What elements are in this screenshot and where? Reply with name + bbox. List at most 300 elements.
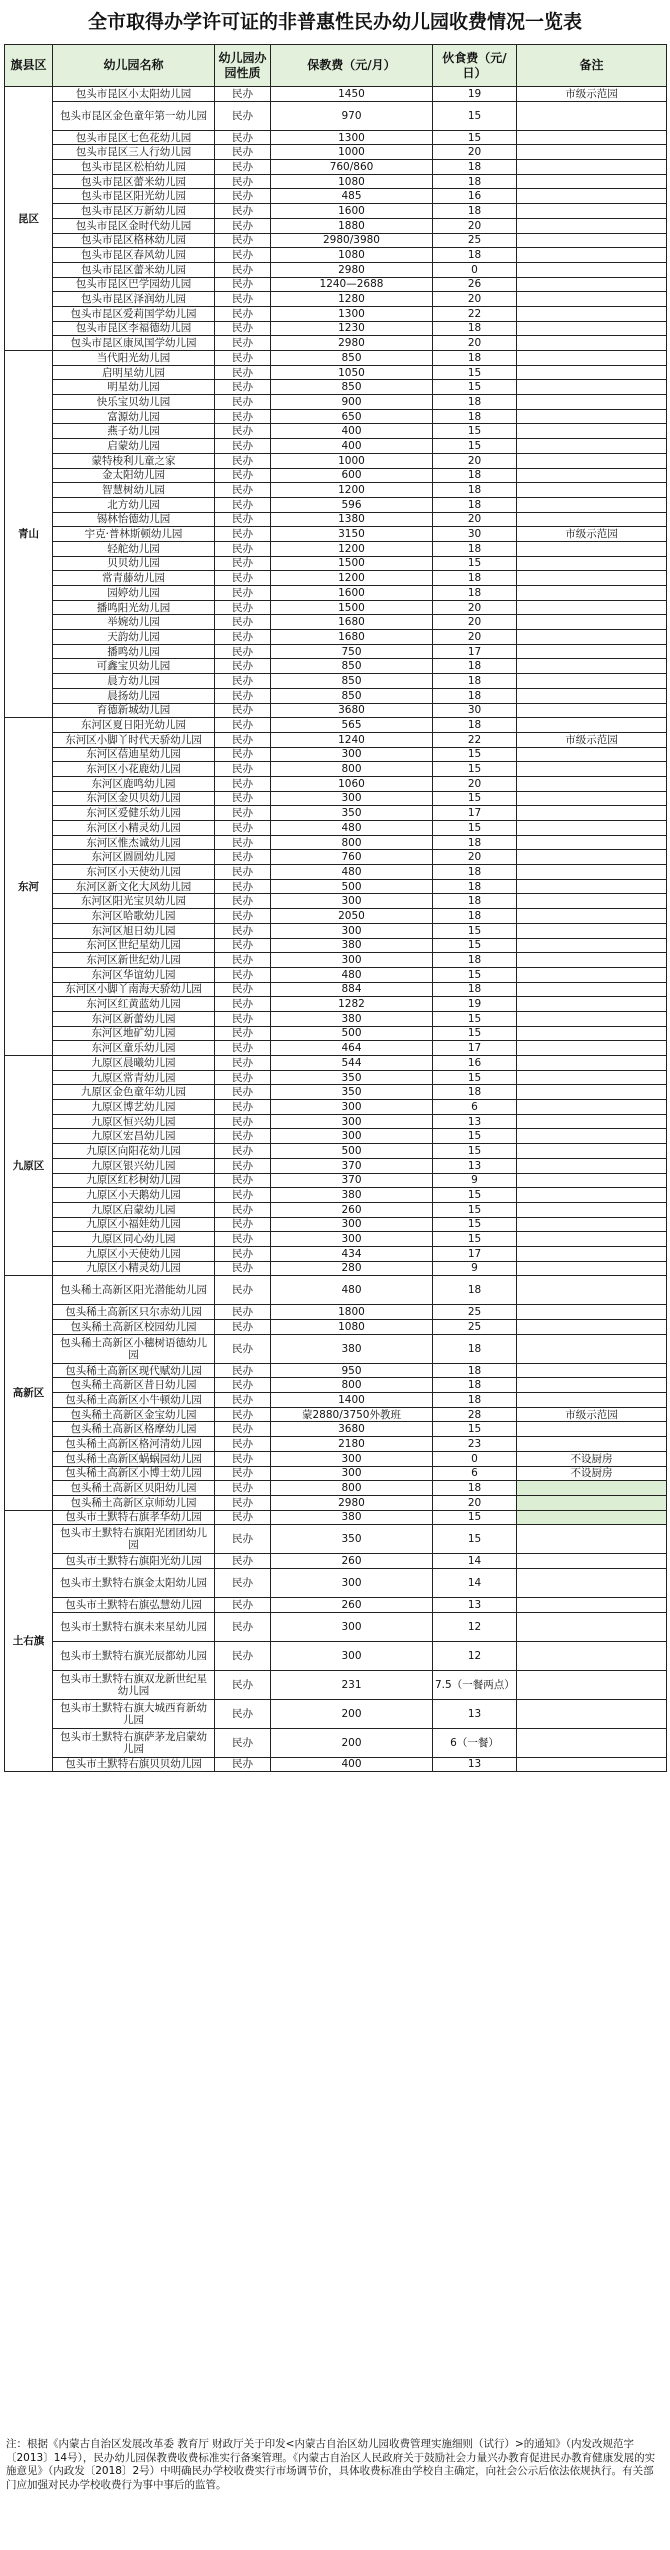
name-cell: 包头市昆区万新幼儿园: [53, 204, 215, 219]
note-cell: [517, 218, 667, 233]
type-cell: 民办: [215, 1525, 271, 1554]
tuition-cell: 1080: [271, 174, 433, 189]
tuition-cell: 480: [271, 967, 433, 982]
note-cell: [517, 1597, 667, 1612]
tuition-cell: 900: [271, 395, 433, 410]
tuition-cell: 1280: [271, 292, 433, 307]
type-cell: 民办: [215, 1276, 271, 1305]
meal-cell: 18: [433, 468, 517, 483]
tuition-cell: 850: [271, 688, 433, 703]
tuition-cell: 1300: [271, 130, 433, 145]
meal-cell: 20: [433, 336, 517, 351]
type-cell: 民办: [215, 1568, 271, 1597]
tuition-cell: 1060: [271, 776, 433, 791]
tuition-cell: 300: [271, 894, 433, 909]
meal-cell: 18: [433, 160, 517, 175]
table-row: [5, 145, 667, 160]
table-row: [5, 1597, 667, 1612]
type-cell: 民办: [215, 483, 271, 498]
type-cell: 民办: [215, 1202, 271, 1217]
meal-cell: 18: [433, 1363, 517, 1378]
type-cell: 民办: [215, 776, 271, 791]
note-cell: [517, 762, 667, 777]
type-cell: 民办: [215, 894, 271, 909]
fee-table: [4, 44, 667, 1772]
name-cell: 启蒙幼儿园: [53, 439, 215, 454]
meal-cell: 17: [433, 1041, 517, 1056]
table-row: [5, 365, 667, 380]
table-row: [5, 659, 667, 674]
meal-cell: 18: [433, 571, 517, 586]
table-row: [5, 1422, 667, 1437]
table-row: [5, 277, 667, 292]
name-cell: 当代阳光幼儿园: [53, 351, 215, 366]
table-row: [5, 923, 667, 938]
name-cell: 包头市土默特右旗未来星幼儿园: [53, 1612, 215, 1641]
name-cell: 包头市昆区阳光幼儿园: [53, 189, 215, 204]
table-row: [5, 233, 667, 248]
tuition-cell: 2980: [271, 1495, 433, 1510]
meal-cell: 18: [433, 321, 517, 336]
note-cell: [517, 586, 667, 601]
meal-cell: 15: [433, 967, 517, 982]
meal-cell: 15: [433, 923, 517, 938]
name-cell: 东河区小花鹿幼儿园: [53, 762, 215, 777]
meal-cell: 18: [433, 204, 517, 219]
name-cell: 包头稀土高新区阳光潜能幼儿园: [53, 1276, 215, 1305]
note-cell: [517, 1757, 667, 1772]
meal-cell: 17: [433, 1246, 517, 1261]
tuition-cell: 1450: [271, 87, 433, 102]
table-row: [5, 1481, 667, 1496]
table-row: [5, 879, 667, 894]
header-note: 备注: [517, 45, 667, 87]
table-row: [5, 1378, 667, 1393]
type-cell: 民办: [215, 365, 271, 380]
note-cell: [517, 1144, 667, 1159]
type-cell: 民办: [215, 1070, 271, 1085]
name-cell: 晨扬幼儿园: [53, 688, 215, 703]
note-cell: [517, 145, 667, 160]
name-cell: 包头稀土高新区金宝幼儿园: [53, 1407, 215, 1422]
note-cell: [517, 615, 667, 630]
meal-cell: 15: [433, 747, 517, 762]
header-name: 幼儿园名称: [53, 45, 215, 87]
tuition-cell: 800: [271, 1378, 433, 1393]
tuition-cell: 600: [271, 468, 433, 483]
meal-cell: 15: [433, 1188, 517, 1203]
type-cell: 民办: [215, 982, 271, 997]
name-cell: 包头市昆区松柏幼儿园: [53, 160, 215, 175]
note-cell: [517, 791, 667, 806]
name-cell: 东河区小脚丫南海天骄幼儿园: [53, 982, 215, 997]
name-cell: 东河区小天使幼儿园: [53, 865, 215, 880]
note-cell: [517, 204, 667, 219]
name-cell: 包头市昆区泽润幼儿园: [53, 292, 215, 307]
note-cell: [517, 1525, 667, 1554]
name-cell: 可鑫宝贝幼儿园: [53, 659, 215, 674]
note-cell: [517, 1246, 667, 1261]
table-row: [5, 1334, 667, 1363]
type-cell: 民办: [215, 336, 271, 351]
table-row: [5, 351, 667, 366]
tuition-cell: 500: [271, 879, 433, 894]
note-cell: [517, 483, 667, 498]
tuition-cell: 565: [271, 718, 433, 733]
tuition-cell: 260: [271, 1554, 433, 1569]
table-row: [5, 1100, 667, 1115]
meal-cell: 18: [433, 409, 517, 424]
meal-cell: 18: [433, 835, 517, 850]
tuition-cell: 650: [271, 409, 433, 424]
name-cell: 常青藤幼儿园: [53, 571, 215, 586]
type-cell: 民办: [215, 1144, 271, 1159]
table-row: [5, 1056, 667, 1071]
meal-cell: 20: [433, 218, 517, 233]
meal-cell: 26: [433, 277, 517, 292]
type-cell: 民办: [215, 571, 271, 586]
meal-cell: 18: [433, 497, 517, 512]
note-cell: [517, 1070, 667, 1085]
type-cell: 民办: [215, 615, 271, 630]
tuition-cell: 300: [271, 1232, 433, 1247]
table-row: [5, 189, 667, 204]
tuition-cell: 300: [271, 1129, 433, 1144]
table-row: [5, 1261, 667, 1276]
tuition-cell: 2980/3980: [271, 233, 433, 248]
tuition-cell: 850: [271, 659, 433, 674]
type-cell: 民办: [215, 351, 271, 366]
tuition-cell: 350: [271, 806, 433, 821]
note-cell: [517, 821, 667, 836]
meal-cell: 25: [433, 1320, 517, 1335]
note-cell: [517, 306, 667, 321]
name-cell: 东河区金贝贝幼儿园: [53, 791, 215, 806]
note-cell: [517, 1276, 667, 1305]
type-cell: 民办: [215, 218, 271, 233]
meal-cell: 20: [433, 600, 517, 615]
table-row: [5, 1114, 667, 1129]
type-cell: 民办: [215, 674, 271, 689]
type-cell: 民办: [215, 703, 271, 718]
table-row: [5, 424, 667, 439]
name-cell: 包头市昆区春风幼儿园: [53, 248, 215, 263]
note-cell: [517, 336, 667, 351]
meal-cell: 7.5（一餐两点）: [433, 1670, 517, 1699]
meal-cell: 15: [433, 791, 517, 806]
table-row: [5, 1407, 667, 1422]
meal-cell: 28: [433, 1407, 517, 1422]
tuition-cell: 300: [271, 1451, 433, 1466]
table-row: [5, 894, 667, 909]
note-cell: [517, 1422, 667, 1437]
header-district: 旗县区: [5, 45, 53, 87]
table-row: [5, 953, 667, 968]
note-cell: [517, 365, 667, 380]
tuition-cell: 485: [271, 189, 433, 204]
meal-cell: 13: [433, 1597, 517, 1612]
tuition-cell: 1600: [271, 204, 433, 219]
name-cell: 九原区小天使幼儿园: [53, 1246, 215, 1261]
name-cell: 包头市土默特右旗孝华幼儿园: [53, 1510, 215, 1525]
tuition-cell: 1080: [271, 1320, 433, 1335]
name-cell: 东河区新蕾幼儿园: [53, 1011, 215, 1026]
type-cell: 民办: [215, 1466, 271, 1481]
table-row: [5, 1217, 667, 1232]
meal-cell: 19: [433, 997, 517, 1012]
table-row: [5, 1026, 667, 1041]
table-row: [5, 615, 667, 630]
tuition-cell: 950: [271, 1363, 433, 1378]
table-row: [5, 527, 667, 542]
note-cell: [517, 776, 667, 791]
note-cell: [517, 1056, 667, 1071]
table-row: [5, 1451, 667, 1466]
table-row: [5, 791, 667, 806]
name-cell: 东河区世纪星幼儿园: [53, 938, 215, 953]
name-cell: 九原区常青幼儿园: [53, 1070, 215, 1085]
tuition-cell: 300: [271, 1568, 433, 1597]
tuition-cell: 300: [271, 923, 433, 938]
note-cell: [517, 1305, 667, 1320]
name-cell: 包头市土默特右旗弘慧幼儿园: [53, 1597, 215, 1612]
name-cell: 包头市昆区李福德幼儿园: [53, 321, 215, 336]
meal-cell: 18: [433, 879, 517, 894]
note-cell: [517, 292, 667, 307]
meal-cell: 15: [433, 101, 517, 130]
name-cell: 锡林怡德幼儿园: [53, 512, 215, 527]
type-cell: 民办: [215, 1026, 271, 1041]
meal-cell: 18: [433, 674, 517, 689]
name-cell: 包头稀土高新区贝阳幼儿园: [53, 1481, 215, 1496]
type-cell: 民办: [215, 1422, 271, 1437]
tuition-cell: 2050: [271, 909, 433, 924]
name-cell: 包头稀土高新区只尔赤幼儿园: [53, 1305, 215, 1320]
note-cell: [517, 1437, 667, 1452]
tuition-cell: 380: [271, 1188, 433, 1203]
type-cell: 民办: [215, 439, 271, 454]
name-cell: 东河区新世纪幼儿园: [53, 953, 215, 968]
table-row: [5, 556, 667, 571]
name-cell: 包头市土默特右旗阳光团团幼儿园: [53, 1525, 215, 1554]
table-row: [5, 1085, 667, 1100]
type-cell: 民办: [215, 835, 271, 850]
type-cell: 民办: [215, 497, 271, 512]
tuition-cell: 850: [271, 380, 433, 395]
meal-cell: 12: [433, 1641, 517, 1670]
table-row: [5, 586, 667, 601]
type-cell: 民办: [215, 967, 271, 982]
note-cell: [517, 1641, 667, 1670]
name-cell: 九原区红杉树幼儿园: [53, 1173, 215, 1188]
name-cell: 包头稀土高新区小穗树语德幼儿园: [53, 1334, 215, 1363]
type-cell: 民办: [215, 688, 271, 703]
note-cell: [517, 1261, 667, 1276]
table-row: [5, 630, 667, 645]
table-row: [5, 1246, 667, 1261]
meal-cell: 22: [433, 732, 517, 747]
type-cell: 民办: [215, 1114, 271, 1129]
note-cell: [517, 1393, 667, 1408]
note-cell: [517, 277, 667, 292]
type-cell: 民办: [215, 1232, 271, 1247]
table-row: [5, 1276, 667, 1305]
meal-cell: 0: [433, 1451, 517, 1466]
note-cell: [517, 1495, 667, 1510]
name-cell: 九原区恒兴幼儿园: [53, 1114, 215, 1129]
type-cell: 民办: [215, 248, 271, 263]
meal-cell: 18: [433, 174, 517, 189]
table-row: [5, 204, 667, 219]
table-row: [5, 732, 667, 747]
note-cell: 市级示范园: [517, 1407, 667, 1422]
table-row: [5, 1305, 667, 1320]
name-cell: 九原区小天鹅幼儿园: [53, 1188, 215, 1203]
tuition-cell: 1230: [271, 321, 433, 336]
type-cell: 民办: [215, 1757, 271, 1772]
note-cell: [517, 1202, 667, 1217]
type-cell: 民办: [215, 1085, 271, 1100]
name-cell: 东河区小精灵幼儿园: [53, 821, 215, 836]
district-cell: 青山: [5, 351, 53, 718]
meal-cell: 18: [433, 586, 517, 601]
name-cell: 包头稀土高新区昔日幼儿园: [53, 1378, 215, 1393]
meal-cell: 14: [433, 1568, 517, 1597]
table-row: [5, 1495, 667, 1510]
tuition-cell: 970: [271, 101, 433, 130]
tuition-cell: 1282: [271, 997, 433, 1012]
table-row: [5, 776, 667, 791]
tuition-cell: 500: [271, 1144, 433, 1159]
note-cell: [517, 1378, 667, 1393]
name-cell: 轻舵幼儿园: [53, 541, 215, 556]
type-cell: 民办: [215, 659, 271, 674]
table-row: [5, 1173, 667, 1188]
note-cell: 市级示范园: [517, 87, 667, 102]
name-cell: 金太阳幼儿园: [53, 468, 215, 483]
table-row: [5, 1011, 667, 1026]
table-row: [5, 306, 667, 321]
table-row: [5, 1232, 667, 1247]
meal-cell: 15: [433, 365, 517, 380]
table-row: [5, 1202, 667, 1217]
note-cell: [517, 953, 667, 968]
tuition-cell: 480: [271, 821, 433, 836]
name-cell: 智慧树幼儿园: [53, 483, 215, 498]
meal-cell: 20: [433, 512, 517, 527]
type-cell: 民办: [215, 541, 271, 556]
meal-cell: 15: [433, 1217, 517, 1232]
type-cell: 民办: [215, 747, 271, 762]
note-cell: [517, 453, 667, 468]
table-row: [5, 1144, 667, 1159]
table-row: [5, 1728, 667, 1757]
name-cell: 包头市昆区格林幼儿园: [53, 233, 215, 248]
name-cell: 包头稀土高新区现代赋幼儿园: [53, 1363, 215, 1378]
table-row: [5, 1041, 667, 1056]
note-cell: [517, 850, 667, 865]
footnote: 注：根据《内蒙古自治区发展改革委 教育厅 财政厅关于印发<内蒙古自治区幼儿园收费管理实施细则（试行）>的通知》（内发改规范字〔2013〕14号），民办幼儿园保教费收费标准实行备案管理。《内蒙古自治区人民政府关于鼓励社会力量兴办教育促进民办教育健康发展的实施意见》（内政发〔2018〕2号）中明确民办学校收费实行市场调节价，具体收费标准由学校自主确定，向社会公示后依法依规执行。有关部门应加强对民办学校收费行为事中事后的监管。: [6, 2438, 656, 2491]
table-row: [5, 718, 667, 733]
note-cell: [517, 1173, 667, 1188]
meal-cell: 20: [433, 776, 517, 791]
note-cell: [517, 1026, 667, 1041]
note-cell: [517, 233, 667, 248]
meal-cell: 16: [433, 1056, 517, 1071]
district-cell: 九原区: [5, 1056, 53, 1276]
type-cell: 民办: [215, 1554, 271, 1569]
type-cell: 民办: [215, 732, 271, 747]
note-cell: [517, 395, 667, 410]
tuition-cell: 370: [271, 1173, 433, 1188]
table-row: [5, 409, 667, 424]
name-cell: 包头稀土高新区小牛顿幼儿园: [53, 1393, 215, 1408]
meal-cell: 15: [433, 556, 517, 571]
table-row: [5, 688, 667, 703]
name-cell: 包头市昆区康凤国学幼儿园: [53, 336, 215, 351]
type-cell: 民办: [215, 1100, 271, 1115]
type-cell: 民办: [215, 174, 271, 189]
type-cell: 民办: [215, 923, 271, 938]
tuition-cell: 1000: [271, 453, 433, 468]
type-cell: 民办: [215, 1510, 271, 1525]
note-cell: 不设厨房: [517, 1451, 667, 1466]
meal-cell: 13: [433, 1699, 517, 1728]
type-cell: 民办: [215, 262, 271, 277]
name-cell: 东河区阳光宝贝幼儿园: [53, 894, 215, 909]
tuition-cell: 300: [271, 1466, 433, 1481]
type-cell: 民办: [215, 1699, 271, 1728]
meal-cell: 18: [433, 541, 517, 556]
type-cell: 民办: [215, 1261, 271, 1276]
note-cell: [517, 248, 667, 263]
type-cell: 民办: [215, 1451, 271, 1466]
name-cell: 包头市土默特右旗金太阳幼儿园: [53, 1568, 215, 1597]
tuition-cell: 434: [271, 1246, 433, 1261]
table-row: [5, 512, 667, 527]
name-cell: 蒙特梭利儿童之家: [53, 453, 215, 468]
meal-cell: 30: [433, 703, 517, 718]
table-row: [5, 468, 667, 483]
name-cell: 播鸣阳光幼儿园: [53, 600, 215, 615]
note-cell: [517, 879, 667, 894]
meal-cell: 12: [433, 1612, 517, 1641]
note-cell: [517, 1334, 667, 1363]
type-cell: 民办: [215, 821, 271, 836]
type-cell: 民办: [215, 409, 271, 424]
table-row: [5, 453, 667, 468]
name-cell: 包头市土默特右旗阳光幼儿园: [53, 1554, 215, 1569]
type-cell: 民办: [215, 424, 271, 439]
tuition-cell: 370: [271, 1158, 433, 1173]
meal-cell: 20: [433, 453, 517, 468]
type-cell: 民办: [215, 1011, 271, 1026]
name-cell: 九原区金色童年幼儿园: [53, 1085, 215, 1100]
tuition-cell: 1240—2688: [271, 277, 433, 292]
type-cell: 民办: [215, 130, 271, 145]
table-row: [5, 541, 667, 556]
name-cell: 九原区向阳花幼儿园: [53, 1144, 215, 1159]
note-cell: [517, 1188, 667, 1203]
name-cell: 包头市昆区巴学园幼儿园: [53, 277, 215, 292]
meal-cell: 13: [433, 1158, 517, 1173]
tuition-cell: 200: [271, 1699, 433, 1728]
tuition-cell: 300: [271, 1100, 433, 1115]
note-cell: [517, 1699, 667, 1728]
meal-cell: 20: [433, 292, 517, 307]
note-cell: [517, 1158, 667, 1173]
tuition-cell: 2180: [271, 1437, 433, 1452]
